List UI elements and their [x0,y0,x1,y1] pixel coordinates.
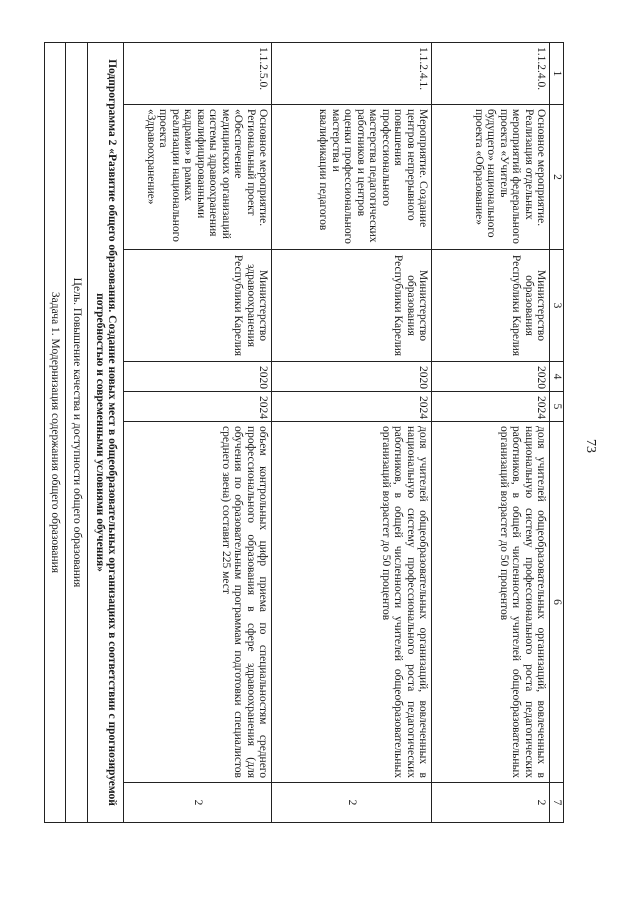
table-row [272,43,432,823]
row-link: 2 [124,783,272,823]
row-name: Основное мероприятие. Реализация отдельных мероприятий федерального проекта «Учитель будущего» национального проекта «Образование» [432,105,550,250]
row-end: 2024 [272,392,432,422]
table-row [124,43,272,823]
row-start: 2020 [272,362,432,392]
row-name: Мероприятие. Создание центров непрерывного повышения профессионального мастерства педагогических работников и центров оценки профессионального мастерства и квалификации педагогов [272,105,432,250]
header-row [550,43,564,823]
row-code: 1.1.2.5.0. [124,43,272,105]
row-link: 2 [272,783,432,823]
row-code: 1.1.2.4.1. [272,43,432,105]
row-name: Основное мероприятие. Региональный проект «Обеспечение медицинских организаций системы здравоохранения квалифицированными кадрами» в рамках реализации национального проекта «Здравоохранение» [124,105,272,250]
header-cell: 3 [550,250,564,362]
row-executor: Министерство здравоохранения Республики Карелия [124,250,272,362]
measures-table [44,42,564,823]
page-number: 73 [583,439,598,453]
header-cell: 6 [550,422,564,783]
row-result: доля учителей общеобразовательных организаций, вовлеченных в национальную систему профессионального роста педагогических работников, в общей численности учителей общеобразовательных организаций возрастет до 50 процентов [432,422,550,783]
row-executor: Министерство образования Республики Карелия [432,250,550,362]
row-link: 2 [432,783,550,823]
task-text: Задача 1. Модернизация содержания общего образования [45,43,66,823]
subprogram-row [87,43,124,823]
header-cell: 1 [550,43,564,105]
row-code: 1.1.2.4.0. [432,43,550,105]
row-start: 2020 [432,362,550,392]
row-end: 2024 [124,392,272,422]
row-start: 2020 [124,362,272,392]
table-row [432,43,550,823]
subprogram-title: Подпрограмма 2 «Развитие общего образования. Создание новых мест в общеобразовательных организациях в соответствии с прогнозируемой потребностью и современными условиями обучения» [87,43,124,823]
header-cell: 5 [550,392,564,422]
row-result: доля учителей общеобразовательных организаций, вовлеченных в национальную систему профессионального роста педагогических работников, в общей численности учителей общеобразовательных организаций возрастет до 50 процентов [272,422,432,783]
header-cell: 4 [550,362,564,392]
goal-text: Цель. Повышение качества и доступности общего образования [66,43,87,823]
task-row [45,43,66,823]
row-result: объем контрольных цифр приема по специальностям среднего профессионального образования в сфере здравоохранения (для обучения по образовательным программам подготовки специалистов среднего звена) составит 225 мест [124,422,272,783]
header-cell: 2 [550,105,564,250]
goal-row [66,43,87,823]
header-cell: 7 [550,783,564,823]
rotated-page [44,42,564,822]
row-end: 2024 [432,392,550,422]
row-executor: Министерство образования Республики Карелия [272,250,432,362]
